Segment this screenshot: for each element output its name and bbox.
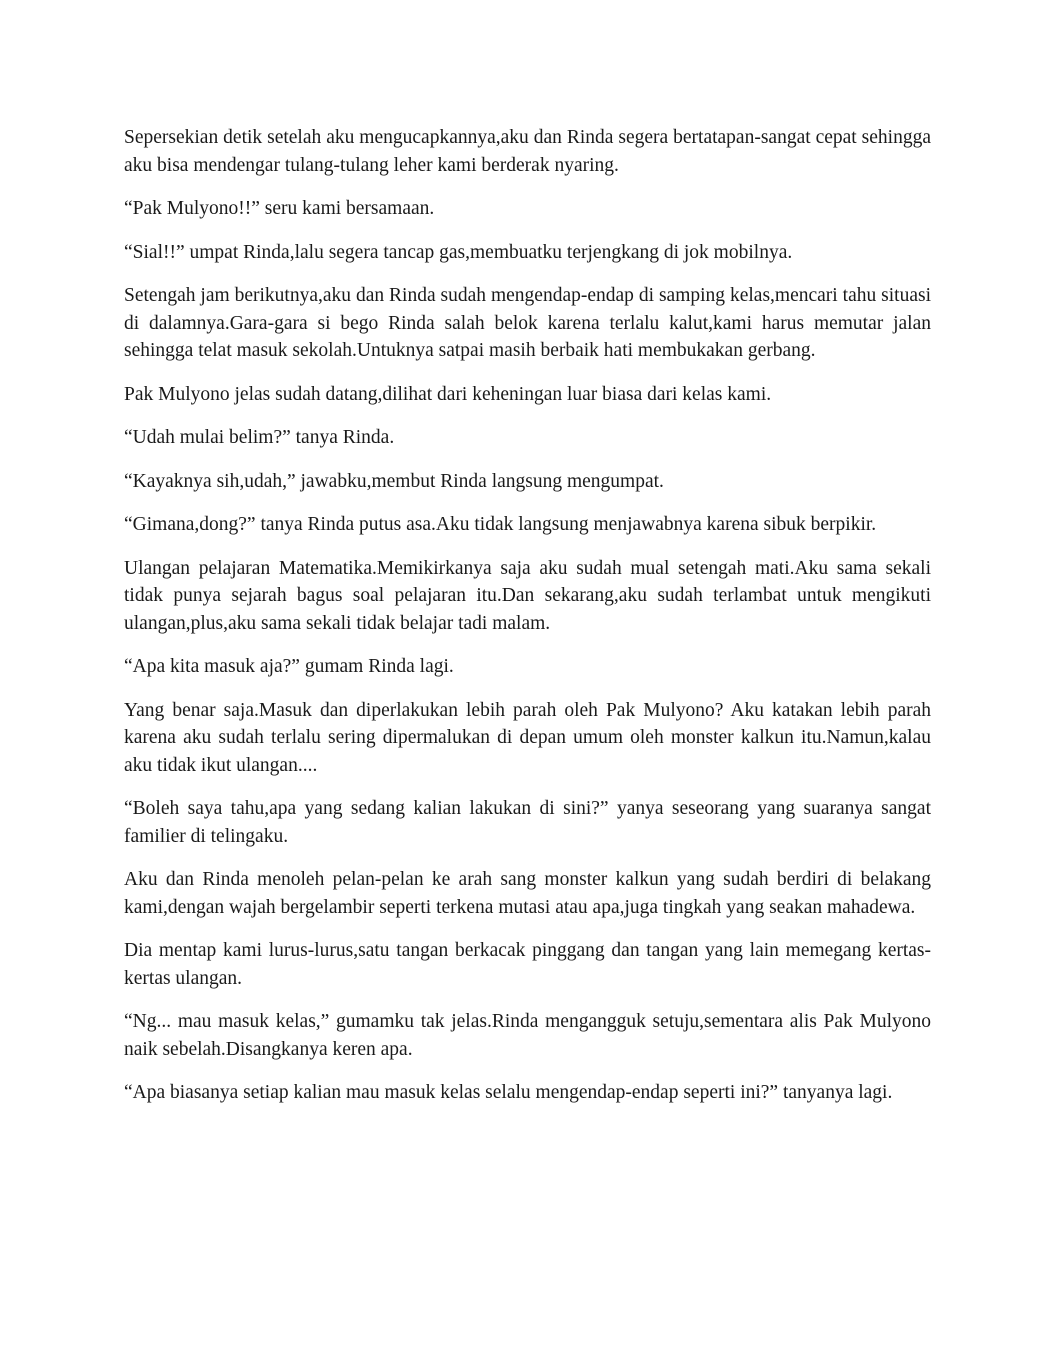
paragraph: “Kayaknya sih,udah,” jawabku,membut Rinda langsung mengumpat. bbox=[124, 470, 664, 492]
paragraph: Sepersekian detik setelah aku mengucapkannya,aku dan Rinda segera bertatapan-sangat cepat sehingga aku bisa mendengar tulang-tulang leher kami berderak nyaring. bbox=[124, 127, 931, 176]
document-page bbox=[124, 124, 931, 1123]
paragraph: Dia mentap kami lurus-lurus,satu tangan berkacak pinggang dan tangan yang lain memegang kertas-kertas ulangan. bbox=[124, 940, 931, 989]
paragraph: Pak Mulyono jelas sudah datang,dilihat dari keheningan luar biasa dari kelas kami. bbox=[124, 383, 772, 405]
paragraph: “Sial!!” umpat Rinda,lalu segera tancap gas,membuatku terjengkang di jok mobilnya. bbox=[124, 241, 793, 263]
paragraph: “Ng... mau masuk kelas,” gumamku tak jelas.Rinda mengangguk setuju,sementara alis Pak Mulyono naik sebelah.Disangkanya keren apa. bbox=[124, 1011, 931, 1060]
paragraph: “Pak Mulyono!!” seru kami bersamaan. bbox=[124, 198, 435, 219]
paragraph: Setengah jam berikutnya,aku dan Rinda sudah mengendap-endap di samping kelas,mencari tahu situasi di dalamnya.Gara-gara si bego Rinda salah belok karena terlalu kalut,kami harus memutar jalan sehingga telat masuk sekolah.Untuknya satpai masih berbaik hati membukakan gerbang. bbox=[124, 285, 931, 361]
paragraph: Yang benar saja.Masuk dan diperlakukan lebih parah oleh Pak Mulyono? Aku katakan lebih parah karena aku sudah terlalu sering dipermalukan di depan umum oleh monster kalkun itu.Namun,kalau aku tidak ikut ulangan.... bbox=[124, 699, 931, 776]
paragraph: “Apa biasanya setiap kalian mau masuk kelas selalu mengendap-endap seperti ini?” tanyanya lagi. bbox=[124, 1082, 893, 1103]
paragraph: “Udah mulai belim?” tanya Rinda. bbox=[124, 427, 395, 448]
paragraph: “Boleh saya tahu,apa yang sedang kalian lakukan di sini?” yanya seseorang yang suaranya sangat familier di telingaku. bbox=[124, 798, 931, 847]
paragraph: Ulangan pelajaran Matematika.Memikirkanya saja aku sudah mual setengah mati.Aku sama sekali tidak punya sejarah bagus soal pelajaran itu.Dan sekarang,aku sudah terlambat untuk mengikuti ulangan,plus,aku sama sekali tidak belajar tadi malam. bbox=[124, 557, 931, 634]
paragraph: “Apa kita masuk aja?” gumam Rinda lagi. bbox=[124, 656, 454, 677]
paragraph: “Gimana,dong?” tanya Rinda putus asa.Aku tidak langsung menjawabnya karena sibuk berpikir. bbox=[124, 514, 877, 535]
paragraph: Aku dan Rinda menoleh pelan-pelan ke arah sang monster kalkun yang sudah berdiri di belakang kami,dengan wajah bergelambir seperti terkena mutasi atau apa,juga tingkah yang seakan mahadewa. bbox=[124, 869, 931, 918]
